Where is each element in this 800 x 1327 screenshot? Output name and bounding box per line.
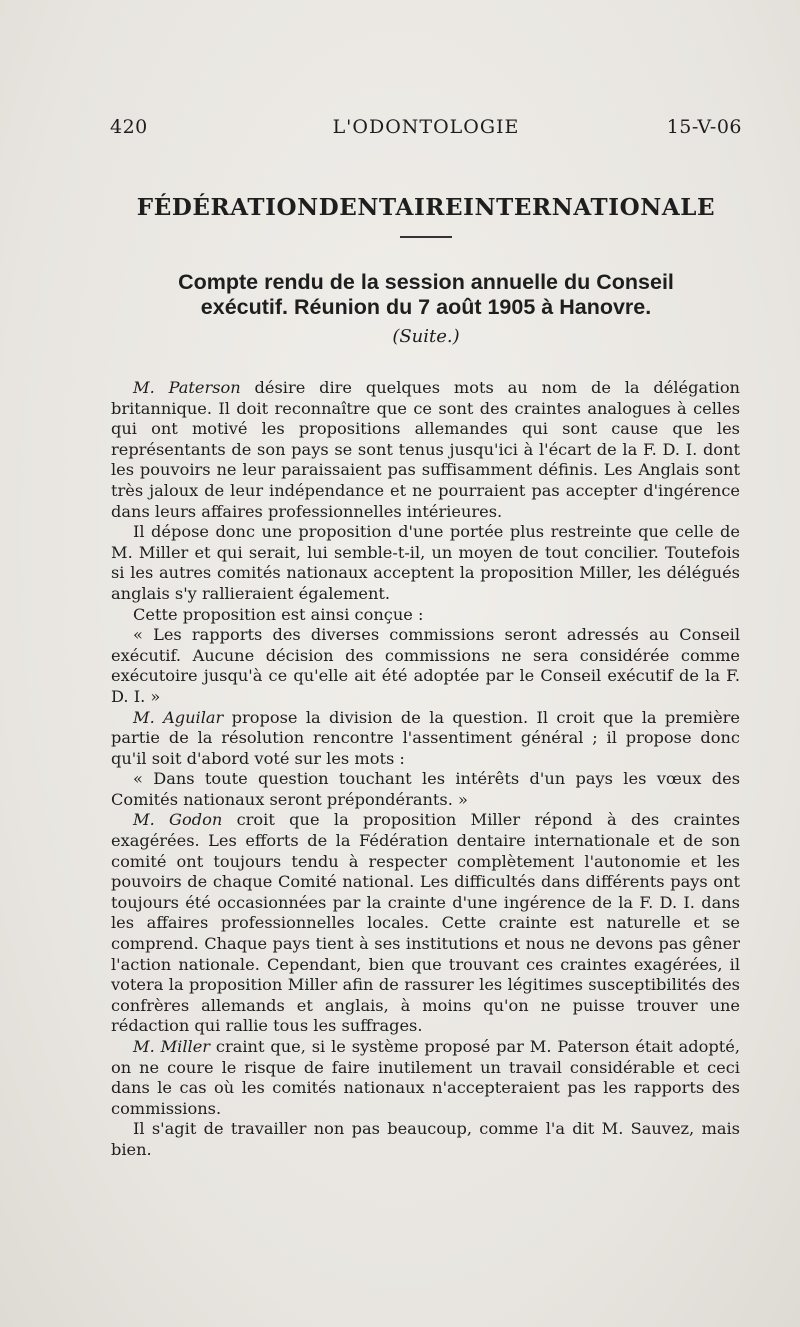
- suite-label: (Suite.): [392, 326, 460, 347]
- article-body: [111, 378, 740, 1161]
- paragraph-text: propose la division de la question. Il croit que la première partie de la résolution rencontre l'assentiment général ; il propose donc qu'il soit d'abord voté sur les mots :: [111, 707, 740, 768]
- paragraph: [111, 522, 740, 604]
- paragraph: [111, 1037, 740, 1119]
- paragraph-text: Il dépose donc une proposition d'une portée plus restreinte que celle de M. Miller et qui serait, lui semble-t-il, un moyen de tout concilier. Toutefois si les autres comités nationaux acceptent la proposition Miller, les délégués anglais s'y rallieraient également.: [111, 522, 740, 603]
- article-subtitle: [118, 270, 734, 320]
- running-header: [110, 116, 742, 146]
- paragraph: [111, 1119, 740, 1160]
- speaker-name: M. Aguilar: [133, 707, 224, 727]
- paragraph-text: croit que la proposition Miller répond à des craintes exagérées. Les efforts de la Fédération dentaire internationale et de son comité ont toujours tendu à respecter complètement l'autonomie et les pouvoirs de chaque Comité national. Les difficultés dans différents pays ont toujours été occasionnées par la crainte d'une ingérence de la F. D. I. dans les affaires professionnelles locales. Cette crainte est naturelle et se comprend. Chaque pays tient à ses institutions et nous ne devons pas gêner l'action nationale. Cependant, bien que trouvant ces craintes exagérées, il votera la proposition Miller afin de rassurer les légitimes susceptibilités des confrères allemands et anglais, à moins qu'on ne puisse trouver une rédaction qui rallie tous les suffrages.: [111, 810, 741, 1036]
- paragraph-text: Il s'agit de travailler non pas beaucoup, comme l'a dit M. Sauvez, mais bien.: [111, 1119, 740, 1159]
- paragraph: [111, 378, 740, 522]
- page-number: 420: [110, 116, 148, 138]
- paragraph: [111, 625, 740, 707]
- speaker-name: M. Godon: [133, 810, 223, 830]
- issue-date: 15-V-06: [666, 116, 742, 138]
- paragraph: [111, 708, 740, 770]
- paragraph-text: désire dire quelques mots au nom de la délégation britannique. Il doit reconnaître que ce sont des craintes analogues à celles qui ont motivé les propositions allemandes qui sont cause que les représentants de son pays se sont tenus jusqu'ici à l'écart de la F. D. I. dont les pouvoirs ne leur paraissaient pas suffisamment définis. Les Anglais sont très jaloux de leur indépendance et ne pourraient pas accepter d'ingérence dans leurs affaires professionnelles intérieures.: [111, 378, 740, 521]
- journal-title: L'ODONTOLOGIE: [332, 116, 520, 138]
- paragraph-text: « Les rapports des diverses commissions seront adressés au Conseil exécutif. Aucune décision des commissions ne sera considérée comme exécutoire jusqu'à ce qu'elle ait été adoptée par le Conseil exécutif de la F. D. I. »: [111, 625, 740, 706]
- subtitle-line-1: Compte rendu de la session annuelle du Conseil: [178, 270, 674, 294]
- paragraph-text: craint que, si le système proposé par M. Paterson était adopté, on ne coure le risque de faire inutilement un travail considérable et ceci dans le cas où les comités nationaux n'accepteraient pas les rapports des commissions.: [111, 1037, 740, 1118]
- section-title: FÉDÉRATIONDENTAIREINTERNATIONALE: [136, 194, 716, 221]
- speaker-name: M. Paterson: [133, 378, 241, 397]
- paragraph-text: Cette proposition est ainsi conçue :: [133, 604, 424, 624]
- subtitle-line-2: exécutif. Réunion du 7 août 1905 à Hanovre.: [200, 295, 652, 319]
- paragraph: [111, 769, 740, 810]
- paragraph: [111, 810, 740, 1037]
- paragraph: [111, 605, 740, 626]
- title-divider: [400, 236, 452, 238]
- speaker-name: M. Miller: [133, 1037, 211, 1056]
- paragraph-text: « Dans toute question touchant les intérêts d'un pays les vœux des Comités nationaux seront prépondérants. »: [111, 769, 740, 809]
